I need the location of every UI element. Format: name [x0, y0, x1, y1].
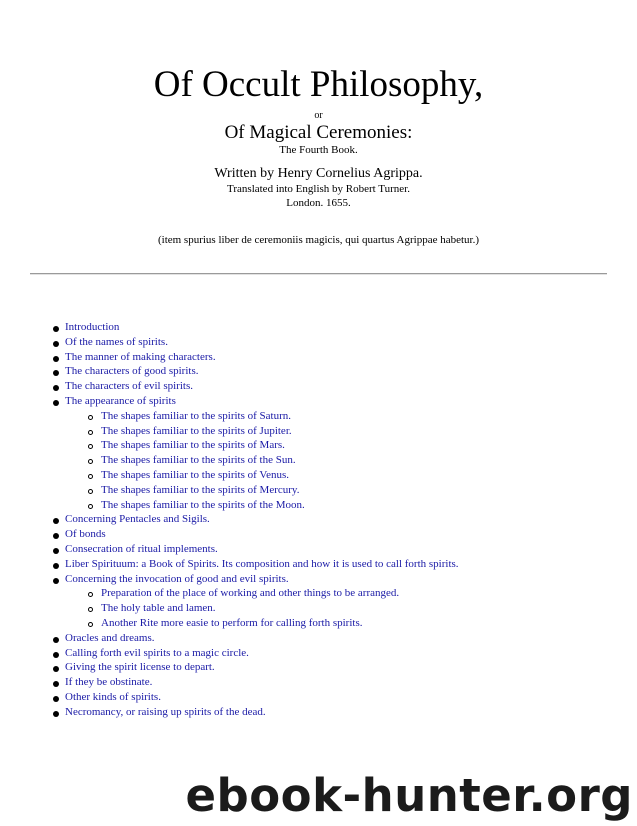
- watermark-text: ebook-hunter.org: [185, 769, 633, 822]
- toc-link[interactable]: The shapes familiar to the spirits of Mercury.: [101, 483, 300, 496]
- toc-link[interactable]: Other kinds of spirits.: [65, 690, 161, 703]
- bullet-icon: [53, 666, 59, 672]
- bullet-icon: [53, 518, 59, 524]
- toc-subitem: [0, 498, 637, 513]
- translator-line: Translated into English by Robert Turner.: [227, 183, 410, 195]
- bullet-icon: [53, 637, 59, 643]
- toc-item: [0, 512, 637, 527]
- table-of-contents: [0, 320, 637, 720]
- toc-item: [0, 705, 637, 720]
- hollow-bullet-icon: [88, 622, 93, 627]
- toc-item: [0, 660, 637, 675]
- toc-item: [0, 350, 637, 365]
- toc-item: [0, 364, 637, 379]
- bullet-icon: [53, 578, 59, 584]
- toc-link[interactable]: The shapes familiar to the spirits of Saturn.: [101, 409, 292, 422]
- hollow-bullet-icon: [88, 459, 93, 464]
- toc-link[interactable]: The appearance of spirits: [65, 394, 176, 407]
- bullet-icon: [53, 356, 59, 362]
- latin-note: (item spurius liber de ceremoniis magicis, qui quartus Agrippae habetur.): [157, 234, 480, 246]
- toc-item: [0, 572, 637, 587]
- horizontal-divider: [30, 273, 607, 275]
- hollow-bullet-icon: [88, 504, 93, 509]
- hollow-bullet-icon: [88, 592, 93, 597]
- toc-link[interactable]: Necromancy, or raising up spirits of the dead.: [65, 705, 266, 718]
- toc-link[interactable]: Introduction: [65, 321, 120, 333]
- toc-subitem: [0, 468, 637, 483]
- toc-link[interactable]: The shapes familiar to the spirits of Jupiter.: [101, 424, 292, 437]
- toc-link[interactable]: The manner of making characters.: [65, 350, 216, 363]
- toc-subitem: [0, 586, 637, 601]
- toc-link[interactable]: Concerning the invocation of good and evil spirits.: [65, 572, 289, 585]
- hollow-bullet-icon: [88, 607, 93, 612]
- toc-subitem: [0, 453, 637, 468]
- toc-link[interactable]: If they be obstinate.: [65, 676, 153, 689]
- book-subtitle: Of Magical Ceremonies:: [224, 122, 413, 143]
- toc-link[interactable]: The characters of evil spirits.: [65, 380, 193, 393]
- toc-item: [0, 335, 637, 350]
- author-line: Written by Henry Cornelius Agrippa.: [214, 166, 423, 181]
- bullet-icon: [53, 400, 59, 406]
- toc-link[interactable]: Of bonds: [65, 528, 106, 541]
- toc-link[interactable]: Concerning Pentacles and Sigils.: [65, 513, 210, 526]
- place-year-line: London. 1655.: [286, 197, 351, 209]
- or-text: or: [314, 110, 323, 121]
- toc-subitem: [0, 438, 637, 453]
- toc-item: [0, 379, 637, 394]
- toc-link[interactable]: The shapes familiar to the spirits of the Sun.: [101, 454, 296, 467]
- toc-subitem: [0, 601, 637, 616]
- toc-item: [0, 690, 637, 705]
- toc-subitem: [0, 409, 637, 424]
- toc-subitem: [0, 424, 637, 439]
- toc-item: [0, 542, 637, 557]
- toc-link[interactable]: Another Rite more easie to perform for calling forth spirits.: [101, 616, 363, 629]
- toc-item: [0, 527, 637, 542]
- bullet-icon: [53, 533, 59, 539]
- hollow-bullet-icon: [88, 489, 93, 494]
- hollow-bullet-icon: [88, 474, 93, 479]
- hollow-bullet-icon: [88, 415, 93, 420]
- bullet-icon: [53, 681, 59, 687]
- bullet-icon: [53, 711, 59, 717]
- toc-link[interactable]: The holy table and lamen.: [101, 602, 216, 615]
- toc-subitem: [0, 483, 637, 498]
- bullet-icon: [53, 370, 59, 376]
- hollow-bullet-icon: [88, 430, 93, 435]
- hollow-bullet-icon: [88, 444, 93, 449]
- toc-item: [0, 631, 637, 646]
- bullet-icon: [53, 652, 59, 658]
- toc-link[interactable]: Preparation of the place of working and other things to be arranged.: [101, 587, 400, 600]
- bullet-icon: [53, 341, 59, 347]
- toc-link[interactable]: Liber Spirituum: a Book of Spirits. Its composition and how it is used to call forth spirits.: [65, 557, 459, 570]
- toc-link[interactable]: Calling forth evil spirits to a magic circle.: [65, 646, 249, 659]
- bullet-icon: [53, 563, 59, 569]
- toc-link[interactable]: The characters of good spirits.: [65, 365, 199, 378]
- toc-item: [0, 646, 637, 661]
- bullet-icon: [53, 385, 59, 391]
- bullet-icon: [53, 548, 59, 554]
- toc-link[interactable]: Consecration of ritual implements.: [65, 542, 218, 555]
- toc-subitem: [0, 616, 637, 631]
- book-title: Of Occult Philosophy,: [153, 64, 484, 105]
- toc-link[interactable]: The shapes familiar to the spirits of Mars.: [101, 439, 285, 452]
- book-number: The Fourth Book.: [279, 144, 358, 156]
- toc-link[interactable]: Oracles and dreams.: [65, 631, 155, 644]
- toc-link[interactable]: The shapes familiar to the spirits of the Moon.: [101, 498, 305, 511]
- toc-link[interactable]: The shapes familiar to the spirits of Venus.: [101, 468, 289, 481]
- toc-item: [0, 557, 637, 572]
- bullet-icon: [53, 696, 59, 702]
- toc-link[interactable]: Giving the spirit license to depart.: [65, 661, 215, 674]
- toc-item: [0, 320, 637, 335]
- toc-item: [0, 675, 637, 690]
- toc-item: [0, 394, 637, 409]
- bullet-icon: [53, 326, 59, 332]
- toc-link[interactable]: Of the names of spirits.: [65, 335, 168, 348]
